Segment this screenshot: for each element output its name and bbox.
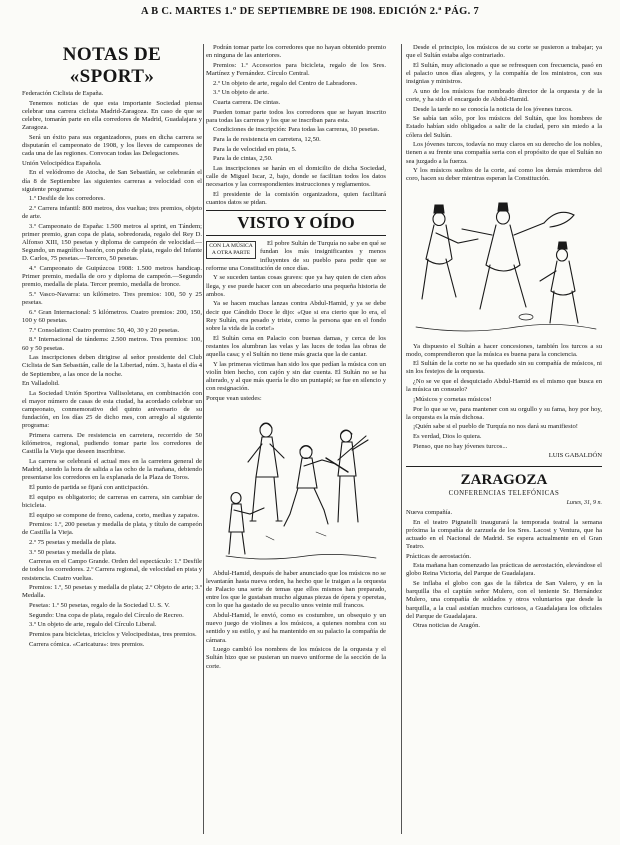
paragraph: Premios: 1.º, 50 pesetas y medalla de plata; 2.º Objeto de arte; 3.º Medalla.: [22, 584, 202, 600]
paragraph: Carrera cómica. «Caricatura»: tres premios.: [29, 640, 145, 648]
column-rule: [203, 44, 204, 834]
paragraph: Es verdad, Dios lo quiera.: [413, 433, 482, 441]
running-head: A B C. MARTES 1.º DE SEPTIEMBRE DE 1908. EDICIÓN 2.ª PÁG. 7: [140, 6, 480, 17]
musicians-drawing: [206, 406, 386, 566]
paragraph: Otras noticias de Aragón.: [413, 622, 481, 630]
paragraph: Primera carrera. De resistencia en carretera, recorrido de 50 kilómetros, regional, pudiendo tomar parte los corredores de Castilla la Vieja que deseen inscribirse.: [22, 432, 202, 456]
paragraph: El Sultán, muy aficionado a que se refresquen con frecuencia, pasó en el palacio unos días alegres, y la compañía de los ministros, con sus insignias y ministros.: [406, 61, 602, 86]
section-kicker: CON LA MÚSICA A OTRA PARTE: [206, 241, 256, 259]
paragraph: Para la de resistencia en carretera, 12,50.: [213, 136, 321, 144]
paragraph: ¡Quién sabe si el pueblo de Turquía no nos dará su manifiesto!: [413, 423, 578, 431]
paragraph: El equipo es obligatorio; de carreras en carrera, sin cambiar de bicicleta.: [22, 493, 202, 509]
author-signature: LUIS GABALDÓN: [548, 452, 602, 460]
paragraph: 2.º 75 pesetas y medalla de plata.: [29, 538, 117, 546]
paragraph: Carreras en el Campo Grande. Orden del espectáculo: 1.º Desfile de todos los corredores. 2.º Carrera regional, de velocidad en pista y resistencia. Cuatro vueltas.: [22, 558, 202, 582]
paragraph: El punto de partida se fijará con anticipación.: [29, 484, 149, 492]
paragraph: En el teatro Pignatelli inaugurará la temporada teatral la semana próxima la compañía de zarzuela de los Sres. Lacost y Ventura, que ha actuado en el Nacional de Madrid. Se espera actualmente en el Gran Teatro.: [406, 518, 602, 550]
paragraph: Los jóvenes turcos, todavía no muy claros en su derecho de los nobles, tienen a su frente una compañía seria con el propósito de que el Sultán no sea juzgado a la fuerza.: [406, 141, 602, 165]
paragraph: Podrán tomar parte los corredores que no hayan obtenido premio en ninguna de las anteriores.: [206, 44, 386, 60]
column-rule: [401, 44, 402, 834]
paragraph: Condiciones de inscripción: Para todas las carreras, 10 pesetas.: [213, 126, 380, 134]
paragraph: Tenemos noticias de que esta importante Sociedad piensa celebrar una carrera ciclista Madrid-Zaragoza. En caso de que se celebre, tomarán parte en ella corredores de Madrid, Guadalajara y Zaragoza.: [22, 99, 202, 132]
paragraph: Pesetas: 1.º 50 pesetas, regalo de la Sociedad U. S. V.: [29, 602, 170, 610]
illustration-caption: Porque vean ustedes:: [206, 394, 262, 402]
paragraph: Desde la tarde no se conocía la noticia de los jóvenes turcos.: [413, 105, 573, 113]
paragraph: 3.º Campeonato de España: 1.500 metros al sprint, en Tándem; primer premio, gran copa de plata, sobredorada, regalo del Rey D. Alfonso XIII, 150 pesetas y diploma de campeón de velocidad.—Segundo, un magnífico bastón, con puño de plata, regalo del Infante D. Carlos, 75 pesetas.—Tercero, 50 pesetas.: [22, 222, 202, 263]
paragraph: El equipo se compone de freno, cadena, corto, medias y zapatos.: [29, 511, 200, 519]
paragraph: Pienso, que no hay jóvenes turcos...: [413, 442, 508, 450]
paragraph: En Valladolid.: [22, 380, 60, 388]
paragraph: ¿No se ve que el desquiciado Abdul-Hamid es el mismo que busca en la música un consuelo?: [406, 378, 602, 394]
visto-y-oido-heading: VISTO Y OÍDO: [206, 210, 386, 236]
paragraph: El Sultán cena en Palacio con buenas damas, y cerca de los restantes los alumbran las velas y las luces de todas las obras de aquella casa; y el Sultán no tiene más gracia que la de cantar.: [206, 334, 386, 358]
paragraph: Esta mañana han comenzado las prácticas de aerostación, elevándose el globo Reina Victoria, del Parque de Guadalajara.: [406, 562, 602, 578]
paragraph: Por lo que se ve, para mantener con su orgullo y su fama, hoy por hoy, la orquesta es la más dichosa.: [406, 405, 602, 421]
paragraph: El pobre Sultán de Turquía no sabe en qué se fundan los más insignificantes y menos influyentes de su pueblo para pedir que se reforme una Constitución de once días.: [206, 240, 386, 272]
paragraph: Federación Ciclista de España.: [22, 90, 104, 97]
paragraph: 8.º Internacional de tándems: 2.500 metros. Tres premios: 100, 60 y 50 pesetas.: [22, 336, 202, 352]
sultan-drawing: [406, 187, 602, 339]
column-visto-y-oido: [206, 44, 386, 840]
paragraph: La Sociedad Unión Sportiva Vallisoletana, en combinación con el mayor número de casas de esta ciudad, ha acordado celebrar un campeonato, conmemorativo del quinto aniversario de su fundación, en los días 25 de dicho mes, con arreglo al siguiente programa:: [22, 389, 202, 430]
paragraph: Luego cambió los nombres de los músicos de la orquesta y el Sultán hizo que se pusieran un nuevo uniforme de la sección de la corte.: [206, 646, 386, 670]
paragraph: La carrera se celebrará el actual mes en la carretera general de Madrid, siendo la hora de salida a las ocho de la mañana, debiendo presentarse los corredores en la explanada de la Plaza de Toros.: [22, 458, 202, 482]
paragraph: 3.º 50 pesetas y medalla de plata.: [29, 548, 117, 556]
zaragoza-heading: ZARAGOZA: [406, 466, 602, 490]
paragraph: Y los músicos sueltos de la corte, así como los demás miembros del coro, hacen su deber mientras esperan la Constitución.: [406, 167, 602, 183]
paragraph: Las inscripciones se harán en el domicilio de dicha Sociedad, calle de Miguel Iscar, 2, bajo, donde se facilitan todos los datos necesarios y las correspondientes instrucciones y reglamentos.: [206, 165, 386, 189]
paragraph: Nueva compañía.: [406, 508, 453, 516]
paragraph: El Sultán de la corte no se ha quedado sin su compañía de músicos, ni sin los festejos de la orquesta.: [406, 360, 602, 376]
paragraph: Se inflaba el globo con gas de la fábrica de San Valero, y en la barquilla iba el capitán señor Mulero, con el teniente Sr. Hernández Mulero, una compañía de soldados y otros voluntarios que desde la barquilla, a la cual asistían muchos curiosos, a Guadalajara los oficiales del Parque de Guadalajara.: [406, 580, 602, 620]
paragraph: El presidente de la comisión organizadora, quien facilitará cuantos datos se pidan.: [206, 191, 386, 207]
paragraph: Las inscripciones deben dirigirse al señor presidente del Club Ciclista de San Sebastián, calle de la Libertad, núm. 3, hasta el día 4 de Septiembre, a las once de la noche.: [22, 354, 202, 378]
paragraph: En el velódromo de Atocha, de San Sebastián, se celebrarán el día 8 de Septiembre las siguientes carreras a velocidad con el siguiente programa:: [22, 169, 202, 193]
sport-heading: NOTAS DE «SPORT»: [62, 44, 162, 87]
paragraph: Segundo: Una copa de plata, regalo del Círculo de Recreo.: [29, 611, 184, 619]
paragraph: 3.º Un objeto de arte.: [213, 89, 269, 97]
musicians-illustration: [206, 406, 386, 566]
paragraph: 4.º Campeonato de Guipúzcoa 1908: 1.500 metros handicap. Primer premio, medalla de oro y diploma de campeón.—Segundo premio, medalla de plata. Tercer premio, medalla de bronce.: [22, 265, 202, 289]
paragraph: 6.º Gran Internacional: 5 kilómetros. Cuatro premios: 200, 150, 100 y 60 pesetas.: [22, 308, 202, 325]
paragraph: 2.º Un objeto de arte, regalo del Centro de Labradores.: [213, 79, 358, 87]
paragraph: Para la de velocidad en pista, 5.: [213, 145, 297, 153]
paragraph: Abdul-Hamid, después de haber anunciado que los músicos no se levantarán hasta nueva orden, ha hecho que le traigan a la orquesta de Palacio una serie de temas que ellos mismos han preparado, entre los que le gustaban mucho algunas piezas de ópera y operetas, con lo que ha gastado de su peculio unos veinte mil francos.: [206, 569, 386, 610]
paragraph: Ya dispuesto el Sultán a hacer concesiones, también los turcos a su modo, comprendieron que la música es buena para la conciencia.: [406, 342, 602, 358]
paragraph: Para la de cintas, 2,50.: [213, 155, 273, 163]
paragraph: Premios: 1.º Accesorios para bicicleta, regalo de los Sres. Martínez y Fernández. Círculo Central.: [206, 61, 386, 77]
paragraph: Premios: 1.º, 200 pesetas y medalla de plata, y título de campeón de Castilla la Vieja.: [22, 521, 202, 537]
paragraph: ¡Músicos y cornetas músicos!: [413, 395, 492, 403]
dateline: Lunes, 31, 9 n.: [566, 499, 602, 506]
paragraph: Pueden tomar parte todos los corredores que se hayan inscrito para todas las carreras y los que se inscriban para esta.: [206, 108, 386, 124]
sultan-illustration: [406, 187, 602, 339]
paragraph: A uno de los músicos fue nombrado director de la orquesta y de la corte, y ha sido el encargado de Abdul-Hamid.: [406, 87, 602, 103]
paragraph: 5.º Vasco-Navarra: un kilómetro. Tres premios: 100, 50 y 25 pesetas.: [22, 291, 202, 307]
paragraph: Será un éxito para sus organizadores, pues en dicha carrera se disputarán el campeonato de 1908, y los lleves de campeones de cada una de las regiones. Convocan todas las Delegaciones.: [22, 133, 202, 158]
paragraph: Cuarta carrera. De cintas.: [213, 98, 281, 106]
paragraph: Unión Velocipédica Española.: [22, 159, 102, 167]
paragraph: 7.º Consolation: Cuatro premios: 50, 40, 30 y 20 pesetas.: [29, 326, 180, 334]
paragraph: Prácticas de aerostación.: [406, 552, 471, 560]
column-sport: [22, 44, 202, 840]
paragraph: 3.º Un objeto de arte, regalo del Círculo Liberal.: [29, 621, 157, 629]
paragraph: 2.º Carrera infantil: 800 metros, dos vueltas; tres premios, objeto de arte.: [22, 205, 202, 221]
paragraph: Abdul-Hamid, le envió, como es costumbre, un obsequio y un nuevo juego de violines a los músicos, a quienes nombra con su sentido y su estilo, y así ha mantenido en su palacio la compañía de cámara.: [206, 612, 386, 644]
zaragoza-subheading: CONFERENCIAS TELEFÓNICAS: [448, 489, 560, 497]
paragraph: Premios para bicicletas, triciclos y Velocipedistas, tres premios.: [29, 631, 197, 639]
paragraph: Ya se hacen muchas lanzas contra Abdul-Hamid, y ya se debe decir que Cándido Doce le dijo: «Que si era cierto que lo era, el Rey Sultán, era pesado y triste, como la persona que en el fondo sobre la vida de la corte!»: [206, 300, 386, 332]
paragraph: Desde el principio, los músicos de su corte se pusieron a trabajar; ya que el Sultán estaba algo contrariado.: [406, 44, 602, 60]
sport-body: [22, 90, 202, 649]
paragraph: Y las primeras víctimas han sido los que pedían la música con un violín bien hecho, con cajón y sin dar cuenta. El Sultán no se ha alterado, y al que más quería le dio un puntapié; se fue en silencio y con resignación.: [206, 360, 386, 392]
paragraph: 1.º Desfile de los corredores.: [29, 195, 106, 203]
column-zaragoza: [406, 44, 602, 840]
paragraph: Y se suceden tantas cosas graves: que ya hay quien de cien años llega, y ese puede hacer con un abecedario una pequeña historia de ambos.: [206, 274, 386, 298]
paragraph: Se sabía tan sólo, por los músicos del Sultán, que los hombres de Estado habían sido obligados a salir de la ciudad, pero sin miedo a la cólera del Sultán.: [406, 115, 602, 139]
